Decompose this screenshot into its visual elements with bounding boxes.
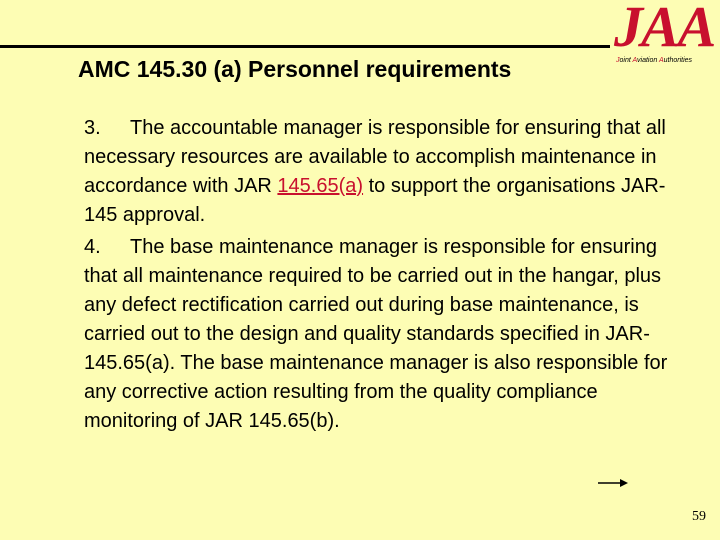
right-arrow-icon[interactable] bbox=[598, 478, 628, 488]
slide-body bbox=[84, 114, 684, 439]
paragraph-4 bbox=[84, 233, 684, 436]
logo-tagline bbox=[616, 57, 692, 64]
header-rule bbox=[0, 45, 610, 48]
jar-145-65a-link[interactable]: 145.65(a) bbox=[277, 175, 364, 197]
logo-tagline-viation: viation bbox=[637, 57, 659, 64]
paragraph-3-number: 3. bbox=[84, 117, 101, 139]
logo-tagline-j: J bbox=[616, 57, 620, 64]
page-number: 59 bbox=[692, 509, 706, 524]
logo-tagline-uthorities: uthorities bbox=[663, 57, 693, 64]
logo-tagline-a1: A bbox=[632, 57, 638, 64]
logo-letters: JAA bbox=[614, 0, 715, 59]
paragraph-3 bbox=[84, 114, 684, 230]
logo-tagline-oint: oint bbox=[619, 57, 633, 64]
paragraph-3-text-before: The accountable manager is responsible for ensuring that all necessary resources are available to accomplish maintenance in accordance with JAR bbox=[84, 117, 666, 197]
jaa-logo bbox=[610, 0, 720, 70]
paragraph-4-number: 4. bbox=[84, 236, 101, 258]
page-title: AMC 145.30 (a) Personnel requirements bbox=[78, 56, 512, 82]
logo-tagline-a2: A bbox=[658, 57, 664, 64]
paragraph-3-text-after: to support the organisations JAR-145 approval. bbox=[84, 175, 666, 226]
paragraph-4-text: The base maintenance manager is responsible for ensuring that all maintenance required to be carried out in the hangar, plus any defect rectification carried out during base maintenance, is carried out to the design and quality standards specified in JAR-145.65(a). The base maintenance manager is also responsible for any corrective action resulting from the quality compliance monitoring of JAR 145.65(b). bbox=[84, 236, 668, 432]
